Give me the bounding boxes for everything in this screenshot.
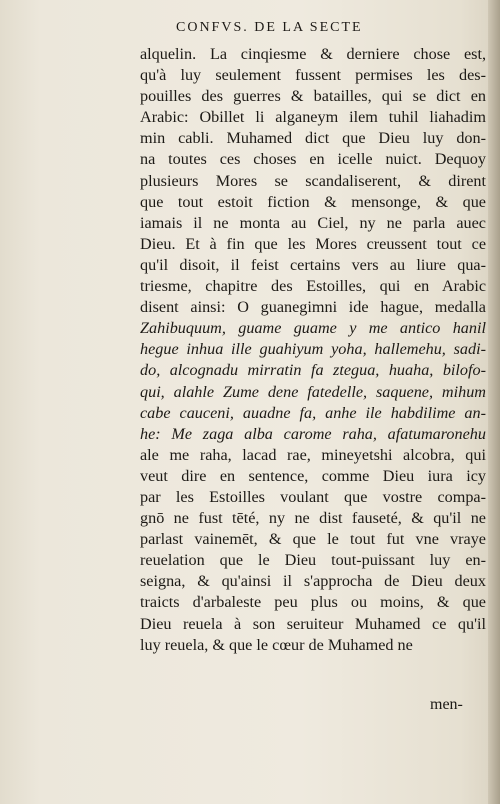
text-line: alquelin. La cinqiesme & derniere chose est, [140, 45, 486, 63]
text-line: min cabli. Muhamed dict que Dieu luy don- [140, 129, 486, 148]
text-line: qu'il disoit, il feist certains vers au liure qua- [140, 255, 486, 274]
text-line: Dieu reuela à son seruiteur Muhamed ce qu'il [140, 614, 486, 633]
text-line: cabe cauceni, auadne fa, anhe ile habdilime an- [140, 403, 486, 422]
page-edge [488, 0, 500, 804]
text-line: na toutes ces choses en icelle nuict. Dequoy [140, 150, 486, 169]
text-line: gnō ne fust tēté, ny ne dist fauseté, & qu'il ne [140, 509, 486, 528]
text-line: disent ainsi: O guanegimni ide hague, medalla [140, 298, 486, 317]
text-line: iamais il ne monta au Ciel, ny ne parla auec [140, 213, 486, 232]
text-line: pouilles des guerres & batailles, qui se dict en [140, 87, 486, 106]
text-line: he: Me zaga alba carome raha, afatumaronehu [140, 424, 486, 443]
text-line: hegue inhua ille guahiyum yoha, hallemehu, sadi- [140, 340, 486, 359]
text-line: ale me raha, lacad rae, mineyetshi alcobra, qui [140, 445, 486, 464]
text-line: parlast vainemēt, & que le tout fut vne vraye [140, 530, 486, 549]
text-line: luy reuela, & que le cœur de Muhamed ne [140, 635, 413, 654]
text-line: plusieurs Mores se scandaliserent, & dirent [140, 171, 486, 190]
catchword: men- [430, 696, 463, 713]
text-line: triesme, chapitre des Estoilles, qui en Arabic [140, 277, 486, 296]
text-line: Dieu. Et à fin que les Mores creussent tout ce [140, 234, 486, 253]
text-line: qui, alahle Zume dene fatedelle, saquene, mihum [140, 382, 486, 401]
text-line: par les Estoilles voulant que vostre compa- [140, 487, 486, 506]
text-line: Arabic: Obillet li alganeym ilem tuhil liahadim [140, 108, 486, 127]
body-text [140, 44, 486, 656]
text-line: traicts d'arbaleste peu plus ou moins, & que [140, 593, 486, 612]
text-line: reuelation que le Dieu tout-puissant luy en- [140, 551, 486, 570]
text-line: seigna, & qu'ainsi il s'approcha de Dieu deux [140, 572, 486, 591]
text-line: Zahibuquum, guame guame y me antico hanil [140, 319, 486, 338]
text-line: que tout estoit fiction & mensonge, & que [140, 192, 486, 211]
text-line: qu'à luy seulement fussent permises les des- [140, 66, 486, 85]
running-header: CONFVS. DE LA SECTE [176, 20, 363, 35]
text-line: do, alcognadu mirratin fa ztegua, huaha, bilofo- [140, 361, 486, 380]
text-line: veut dire en sentence, comme Dieu iura icy [140, 466, 486, 485]
